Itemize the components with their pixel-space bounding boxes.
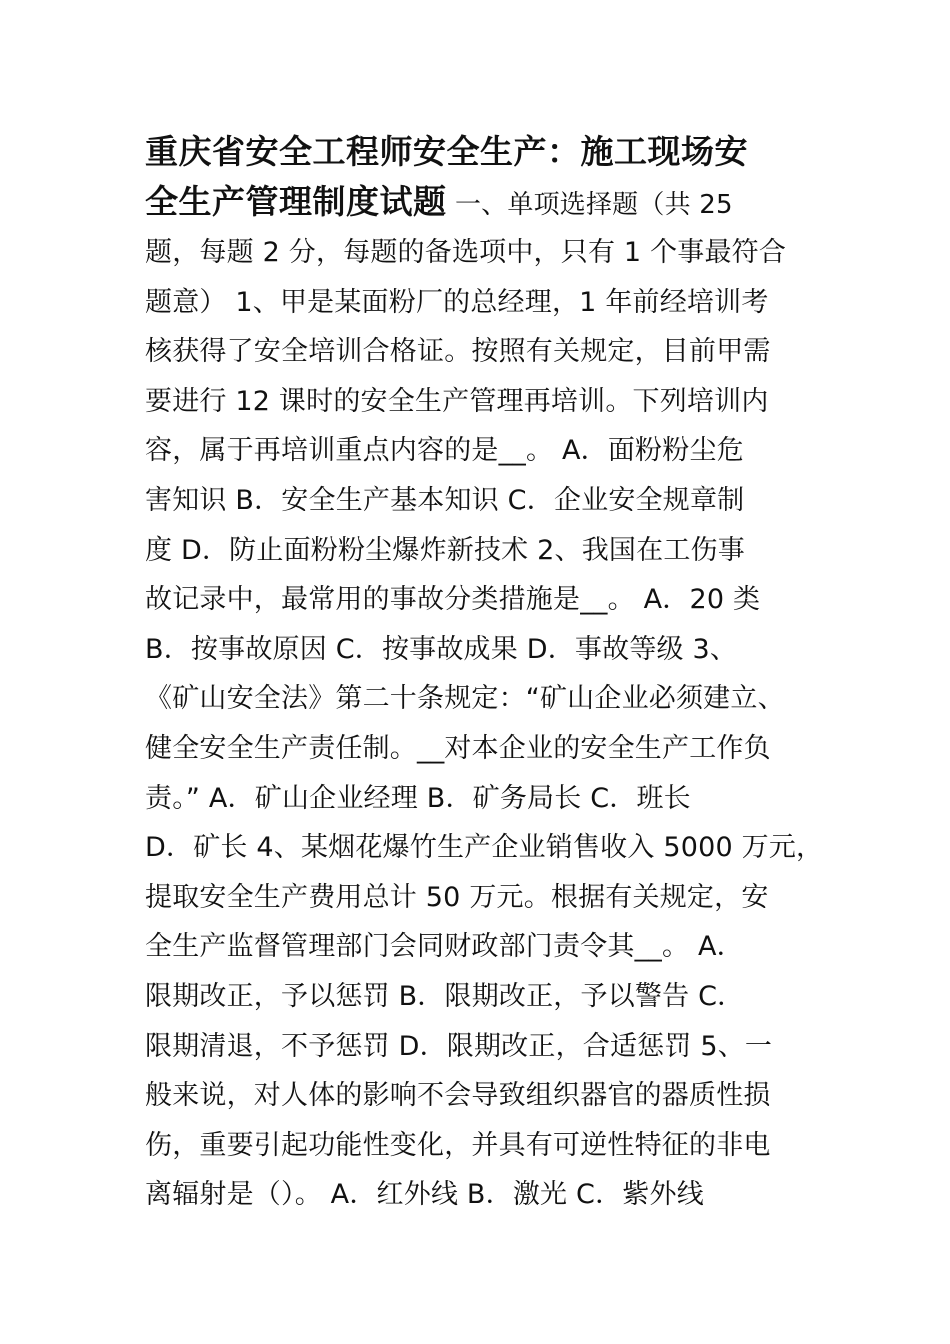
text-line: 提取安全生产费用总计 50 万元。根据有关规定，安 <box>145 881 769 913</box>
document-body <box>145 128 825 1220</box>
text-line: 健全安全生产责任制。__对本企业的安全生产工作负 <box>145 732 771 764</box>
text-line: 限期清退，不予惩罚 D．限期改正，合适惩罚 5、一 <box>145 1030 773 1062</box>
text-line: D．矿长 4、某烟花爆竹生产企业销售收入 5000 万元， <box>145 832 824 864</box>
text-line: 题，每题 2 分，每题的备选项中，只有 1 个事最符合 <box>145 237 787 268</box>
text-line: 故记录中，最常用的事故分类措施是__。 A．20 类 <box>145 584 761 616</box>
text-line: 般来说，对人体的影响不会导致组织器官的器质性损 <box>145 1080 771 1112</box>
document-title-tail: 全生产管理制度试题 <box>145 182 447 221</box>
text-line: 全生产监督管理部门会同财政部门责令其__。 A． <box>145 931 744 963</box>
document-title-line-2 <box>145 176 825 228</box>
text-line: 度 D．防止面粉粉尘爆炸新技术 2、我国在工伤事 <box>145 534 745 566</box>
text-line: 责。” A．矿山企业经理 B．矿务局长 C．班长 <box>145 782 691 814</box>
section-heading: 一、单项选择题（共 25 <box>446 190 733 220</box>
document-title-line-1: 重庆省安全工程师安全生产：施工现场安 <box>145 132 748 171</box>
text-line: 容，属于再培训重点内容的是__。 A．面粉粉尘危 <box>145 435 744 467</box>
text-line: 核获得了安全培训合格证。按照有关规定，目前甲需 <box>145 336 771 368</box>
text-line: B．按事故原因 C．按事故成果 D．事故等级 3、 <box>145 633 738 665</box>
text-line: 害知识 B．安全生产基本知识 C．企业安全规章制 <box>145 484 745 516</box>
text-line: 题意） 1、甲是某面粉厂的总经理，1 年前经培训考 <box>145 286 769 318</box>
text-line: 离辐射是（）。 A．红外线 B．激光 C．紫外线 <box>145 1179 704 1211</box>
text-line: 伤，重要引起功能性变化，并具有可逆性特征的非电 <box>145 1129 771 1161</box>
text-line: 限期改正，予以惩罚 B．限期改正，予以警告 C． <box>145 980 745 1012</box>
text-line: 要进行 12 课时的安全生产管理再培训。下列培训内 <box>145 385 769 417</box>
text-line: 《矿山安全法》第二十条规定：“矿山企业必须建立、 <box>145 683 785 715</box>
